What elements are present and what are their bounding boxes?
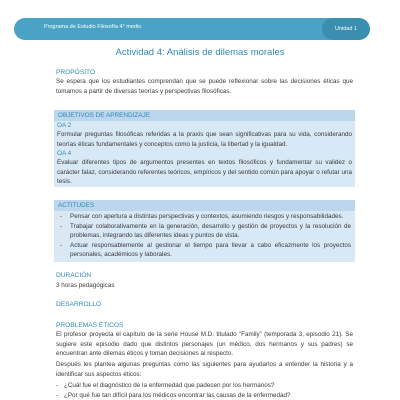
actitudes-box: [54, 200, 355, 262]
proposito-text: Se espera que los estudiantes comprendan que se puede reflexionar sobre las decisiones éticas que tomamos a partir de diversas teorías y perspectivas filosóficas.: [56, 78, 353, 95]
duracion-heading: DURACIÓN: [56, 272, 92, 279]
questions-list: [56, 381, 353, 400]
bullet-icon: -: [60, 241, 63, 249]
bullet-icon: -: [56, 391, 59, 399]
proposito-heading: PROPÓSITO: [56, 69, 96, 76]
header-bar: [0, 18, 400, 40]
actitud-item: - Pensar con apertura a distintas perspectivas y contextos, asumiendo riesgos y responsabilidades.: [60, 213, 344, 220]
bullet-icon: -: [60, 222, 63, 230]
desarrollo-heading: DESARROLLO: [56, 301, 102, 308]
oa-text: Formular preguntas filosóficas referidas a la praxis que sean significativas para su vida, considerando teorías éticas fundamentales y conceptos como la justicia, la libertad y la igualdad.: [57, 131, 352, 148]
duracion-text: 3 horas pedagógicas: [56, 282, 115, 289]
bullet-icon: -: [60, 213, 63, 220]
actitud-item: - Actuar responsablemente al gestionar el tiempo para llevar a cabo eficazmente los proyectos personales, académicos y laborales.: [60, 241, 351, 259]
actitud-item: - Trabajar colaborativamente en la generación, desarrollo y gestión de proyectos y la resolución de problemas, integrando las diferentes ideas y puntos de vista.: [60, 222, 351, 240]
problemas-heading: PROBLEMAS ÉTICOS: [56, 322, 124, 329]
oa-code: OA 4: [57, 150, 72, 158]
oa-text: Evaluar diferentes tipos de argumentos presentes en textos filosóficos y fundamentar su validez o carácter falaz, considerando referentes teóricos, empíricos y del sentido común para apoyar o refutar una tesis.: [57, 159, 352, 186]
problemas-intro: Después les plantea algunas preguntas como las siguientes para ayudarlos a entender la historia y a identificar sus aspectos éticos:: [56, 361, 353, 378]
program-title: Programa de Estudio Filosofía 4° medio: [44, 24, 142, 30]
problemas-text: El profesor proyecta el capítulo de la serie House M.D. titulado “Family” (temporada 3, episodio 21). Se sugiere este episodio dado que distintos personajes (un médico, dos hermanos y sus padres) se encuentran ante dilemas éticos y toman decisiones al respecto.: [56, 331, 353, 358]
bullet-icon: -: [56, 382, 59, 389]
objetivos-heading: OBJETIVOS DE APRENDIZAJE: [54, 110, 355, 121]
activity-title: Actividad 4: Análisis de dilemas morales: [115, 47, 285, 58]
unit-badge: Unidad 1: [322, 18, 370, 40]
objetivos-box: [54, 110, 355, 187]
actitudes-heading: ACTITUDES: [54, 200, 355, 211]
question-item: - ¿Cuál fue el diagnóstico de la enfermedad que padecen por los hermanos?: [56, 382, 275, 389]
question-item: - ¿Por qué fue tan difícil para los médicos encontrar las causas de la enfermedad?: [56, 391, 291, 399]
oa-code: OA 2: [57, 122, 72, 129]
actitudes-list: [54, 211, 355, 262]
